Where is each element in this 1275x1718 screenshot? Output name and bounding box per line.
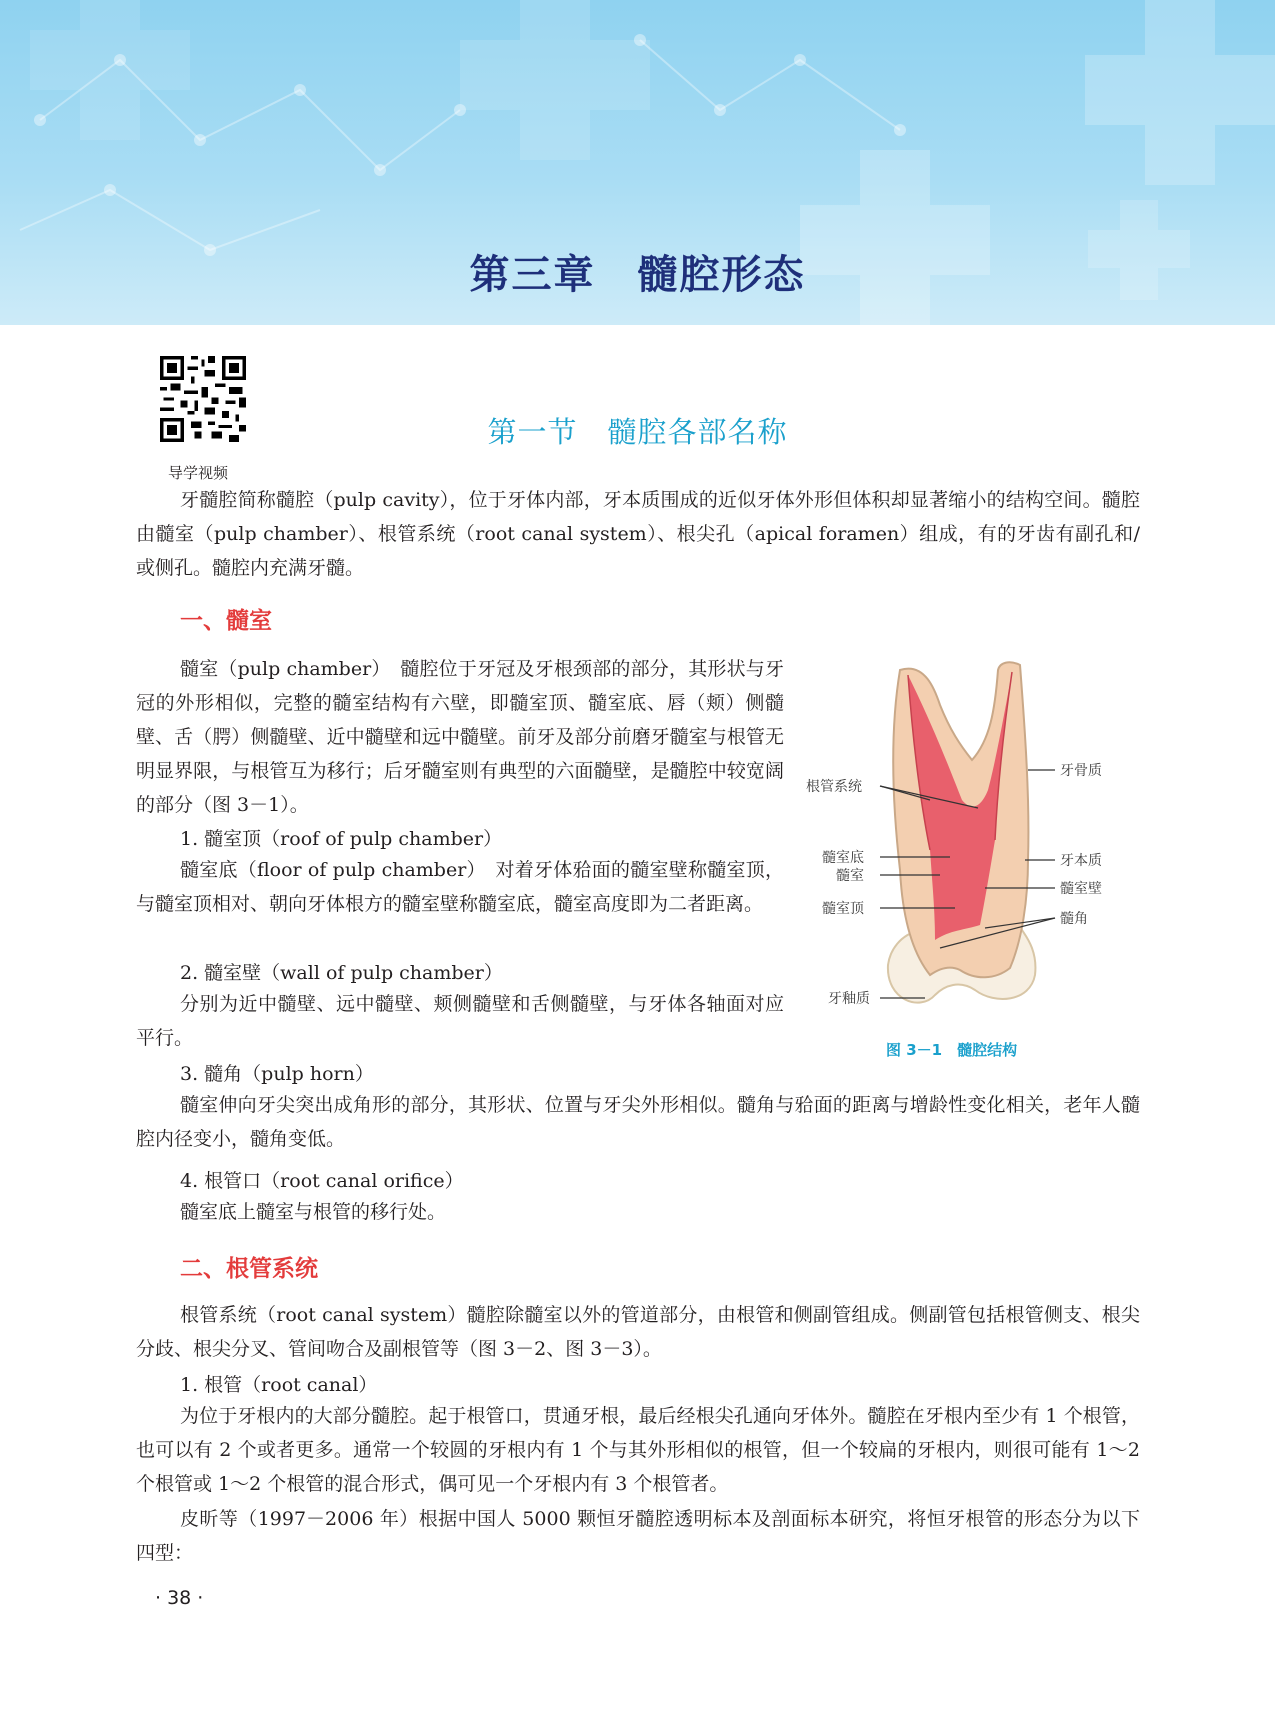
chapter-title: 第三章 髓腔形态 <box>469 251 806 298</box>
item-roof-text: 髓室底（floor of pulp chamber） 对着牙体𬌗面的髓室壁称髓室顶，与髓室顶相对、朝向牙体根方的髓室壁称髓室底，髓室高度即为二者距离。 <box>136 859 784 915</box>
classification-paragraph: 皮昕等（1997－2006 年）根据中国人 5000 颗恒牙髓腔透明标本及剖面标本研究，将恒牙根管的形态分为以下四型： <box>136 1508 1140 1564</box>
item-orifice-title: 4. 根管口（root canal orifice） <box>180 1170 464 1192</box>
pulp-structure-figure <box>800 650 1140 1010</box>
label-enamel: 牙釉质 <box>828 991 870 1007</box>
label-dentin: 牙本质 <box>1060 853 1102 869</box>
item-orifice-text: 髓室底上髓室与根管的移行处。 <box>180 1201 447 1223</box>
item-root-canal-title: 1. 根管（root canal） <box>180 1374 378 1396</box>
pulp-chamber-paragraph: 髓室（pulp chamber） 髓腔位于牙冠及牙根颈部的部分，其形状与牙冠的外形相似，完整的髓室结构有六壁，即髓室顶、髓室底、唇（颊）侧髓壁、舌（腭）侧髓壁、近中髓壁和远中髓壁。前牙及部分前磨牙髓室与根管无明显界限，与根管互为移行；后牙髓室则有典型的六面髓壁，是髓腔中较宽阔的部分（图 3－1）。 <box>136 658 784 816</box>
label-pulp-horn: 髓角 <box>1060 911 1088 927</box>
page-number: · 38 · <box>155 1587 204 1609</box>
chapter-banner <box>0 0 1275 325</box>
qr-caption: 导学视频 <box>168 464 229 482</box>
item-horn-text: 髓室伸向牙尖突出成角形的部分，其形状、位置与牙尖外形相似。髓角与𬌗面的距离与增龄性变化相关，老年人髓腔内径变小，髓角变低。 <box>136 1094 1140 1150</box>
item-root-canal-text: 为位于牙根内的大部分髓腔。起于根管口，贯通牙根，最后经根尖孔通向牙体外。髓腔在牙根内至少有 1 个根管，也可以有 2 个或者更多。通常一个较圆的牙根内有 1 个与其外形相似的根管，但一个较扁的牙根内，则很可能有 1～2 个根管或 1～2 个根管的混合形式，偶可见一个牙根内有 3 个根管者。 <box>136 1405 1140 1495</box>
item-roof-title: 1. 髓室顶（roof of pulp chamber） <box>180 828 503 850</box>
figure-caption: 图 3－1 髓腔结构 <box>886 1041 1018 1059</box>
section-title: 第一节 髓腔各部名称 <box>487 415 788 449</box>
label-cementum: 牙骨质 <box>1060 763 1102 779</box>
label-pulp-chamber: 髓室 <box>836 868 864 884</box>
intro-paragraph: 牙髓腔简称髓腔（pulp cavity），位于牙体内部，牙本质围成的近似牙体外形但体积却显著缩小的结构空间。髓腔由髓室（pulp chamber）、根管系统（root canal system）、根尖孔（apical foramen）组成，有的牙齿有副孔和/或侧孔。髓腔内充满牙髓。 <box>136 489 1140 579</box>
item-horn-title: 3. 髓角（pulp horn） <box>180 1063 374 1085</box>
root-canal-system-paragraph: 根管系统（root canal system）髓腔除髓室以外的管道部分，由根管和侧副管组成。侧副管包括根管侧支、根尖分歧、根尖分叉、管间吻合及副根管等（图 3－2、图 3－3）。 <box>136 1304 1140 1360</box>
heading-pulp-chamber: 一、髓室 <box>180 608 272 634</box>
label-pulp-wall: 髓室壁 <box>1060 881 1102 897</box>
label-pulp-floor: 髓室底 <box>822 850 864 866</box>
item-wall-text: 分别为近中髓壁、远中髓壁、颊侧髓壁和舌侧髓壁，与牙体各轴面对应平行。 <box>136 993 784 1049</box>
label-pulp-roof: 髓室顶 <box>822 901 864 917</box>
heading-root-canal-system: 二、根管系统 <box>180 1256 318 1282</box>
label-root-canal-system: 根管系统 <box>806 779 862 795</box>
item-wall-title: 2. 髓室壁（wall of pulp chamber） <box>180 962 503 984</box>
